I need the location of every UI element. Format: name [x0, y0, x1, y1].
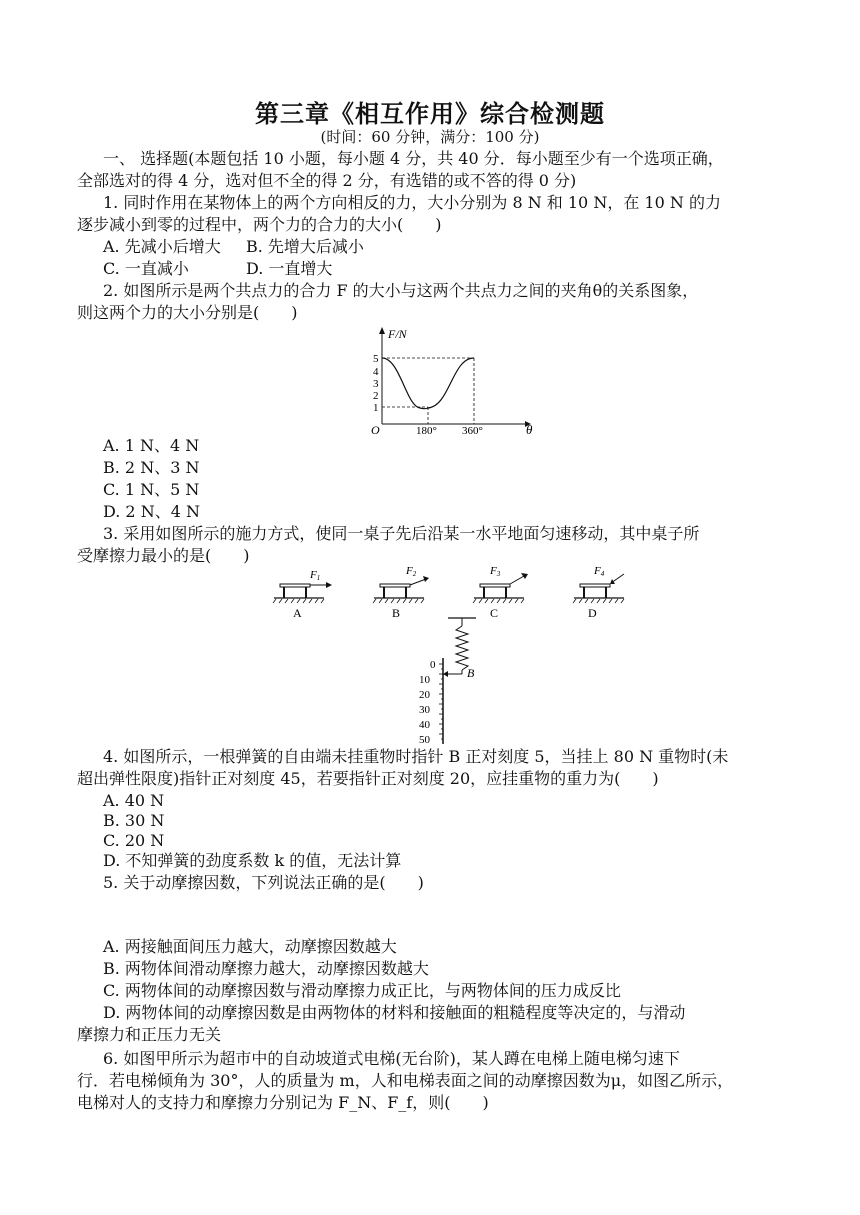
question-2-option-d: D. 2 N、4 N	[103, 502, 200, 521]
graph-y-axis-label: F/N	[388, 327, 407, 341]
force-f2-symbol: F	[406, 566, 413, 577]
page-title: 第三章《相互作用》综合检测题	[255, 99, 605, 128]
force-angle-graph	[360, 324, 535, 436]
question-4-stem: 4. 如图所示，一根弹簧的自由端未挂重物时指针 B 正对刻度 5，当挂上 80 N 重物时(未	[103, 747, 729, 766]
table-figure-a-label: A	[293, 606, 302, 620]
question-4-option-d: D. 不知弹簧的劲度系数 k 的值，无法计算	[103, 851, 402, 870]
question-6-stem: 6. 如图甲所示为超市中的自动坡道式电梯(无台阶)，某人蹲在电梯上随电梯匀速下	[103, 1049, 680, 1068]
section-heading-cont: 全部选对的得 4 分，选对但不全的得 2 分，有选错的或不答的得 0 分)	[77, 171, 577, 190]
question-4-option-b: B. 30 N	[103, 811, 165, 830]
question-1-stem: 1. 同时作用在某物体上的两个方向相反的力，大小分别为 8 N 和 10 N，在 10 N 的力	[103, 193, 721, 212]
graph-y-tick-4: 4	[373, 366, 379, 378]
question-5-option-a: A. 两接触面间压力越大，动摩擦因数越大	[103, 937, 397, 956]
force-f1-symbol: F	[310, 569, 317, 581]
spring-scale-tick-10: 10	[419, 674, 430, 686]
question-5-option-b: B. 两物体间滑动摩擦力越大，动摩擦因数越大	[103, 959, 429, 978]
question-5-option-d-cont: 摩擦力和正压力无关	[77, 1025, 222, 1044]
question-3-stem-cont: 受摩擦力最小的是( )	[77, 546, 250, 565]
question-5-option-c: C. 两物体间的动摩擦因数与滑动摩擦力成正比，与两物体间的压力成反比	[103, 981, 621, 1000]
table-figure-a	[273, 569, 332, 620]
question-2-stem: 2. 如图所示是两个共点力的合力 F 的大小与这两个共点力之间的夹角θ的关系图象，	[103, 281, 699, 300]
question-2-option-c: C. 1 N、5 N	[103, 480, 200, 499]
question-5-option-d: D. 两物体间的动摩擦因数是由两物体的材料和接触面的粗糙程度等决定的，与滑动	[103, 1003, 686, 1022]
svg-text:F3	[489, 566, 501, 578]
spring-scale-tick-30: 30	[419, 704, 430, 716]
spring-scale-tick-50: 50	[419, 734, 430, 746]
question-2-option-b: B. 2 N、3 N	[103, 458, 200, 477]
question-1-option-d: D. 一直增大	[246, 259, 333, 278]
graph-origin-label: O	[371, 423, 380, 436]
graph-y-tick-3: 3	[373, 378, 379, 390]
spring-scale-tick-20: 20	[419, 689, 430, 701]
page-subtitle: (时间：60 分钟，满分：100 分)	[320, 128, 540, 146]
question-5-stem: 5. 关于动摩擦因数，下列说法正确的是( )	[103, 873, 424, 892]
question-4-stem-cont: 超出弹性限度)指针正对刻度 45，若要指针正对刻度 20，应挂重物的重力为( )	[77, 769, 659, 788]
graph-curve	[382, 358, 474, 409]
question-2-option-a: A. 1 N、4 N	[103, 436, 200, 455]
table-figure-b	[373, 566, 429, 620]
table-figure-b-label: B	[392, 606, 401, 620]
question-2-stem-cont: 则这两个力的大小分别是( )	[77, 303, 298, 322]
question-4-option-c: C. 20 N	[103, 831, 165, 850]
question-1-stem-cont: 逐步减小到零的过程中，两个力的合力的大小( )	[77, 215, 442, 234]
graph-y-tick-1: 1	[373, 402, 379, 414]
force-f4-subscript: 4	[600, 570, 605, 578]
svg-text:F4	[593, 566, 605, 578]
graph-x-tick-360: 360°	[462, 425, 483, 436]
table-figure-d-label: D	[588, 606, 597, 620]
question-1-option-c: C. 一直减小	[103, 259, 189, 278]
spring-scale-tick-0: 0	[430, 659, 436, 671]
question-6-stem-cont-2: 电梯对人的支持力和摩擦力分别记为 F_N、F_f，则( )	[77, 1093, 489, 1112]
table-figure-c	[473, 566, 528, 620]
table-figure-d	[573, 566, 624, 620]
question-3-stem: 3. 采用如图所示的施力方式，使同一桌子先后沿某一水平地面匀速移动，其中桌子所	[103, 524, 700, 543]
question-6-stem-cont: 行．若电梯倾角为 30°，人的质量为 m，人和电梯表面之间的动摩擦因数为μ，如图乙所示，	[77, 1071, 734, 1090]
svg-text:F2	[405, 566, 417, 578]
table-figure-c-label: C	[490, 606, 499, 620]
force-f4-symbol: F	[594, 566, 601, 577]
graph-x-tick-180: 180°	[416, 425, 437, 436]
section-heading: 一、 选择题(本题包括 10 小题，每小题 4 分，共 40 分．每小题至少有一个选项正确，	[103, 149, 724, 168]
force-f2-subscript: 2	[412, 570, 417, 578]
question-1-option-b: B. 先增大后减小	[246, 237, 364, 256]
graph-y-tick-5: 5	[373, 353, 379, 365]
spring-scale-figure	[410, 614, 500, 746]
question-1-option-a: A. 先减小后增大	[103, 237, 221, 256]
force-f1-subscript: 1	[316, 574, 321, 582]
graph-y-tick-2: 2	[373, 390, 379, 402]
force-f3-symbol: F	[490, 566, 497, 577]
svg-text:F1	[309, 569, 320, 582]
graph-x-axis-label: θ	[526, 422, 533, 436]
force-f3-subscript: 3	[496, 570, 501, 578]
question-4-option-a: A. 40 N	[103, 791, 165, 810]
spring-pointer-label: B	[467, 666, 475, 680]
spring-scale-tick-40: 40	[419, 719, 430, 731]
